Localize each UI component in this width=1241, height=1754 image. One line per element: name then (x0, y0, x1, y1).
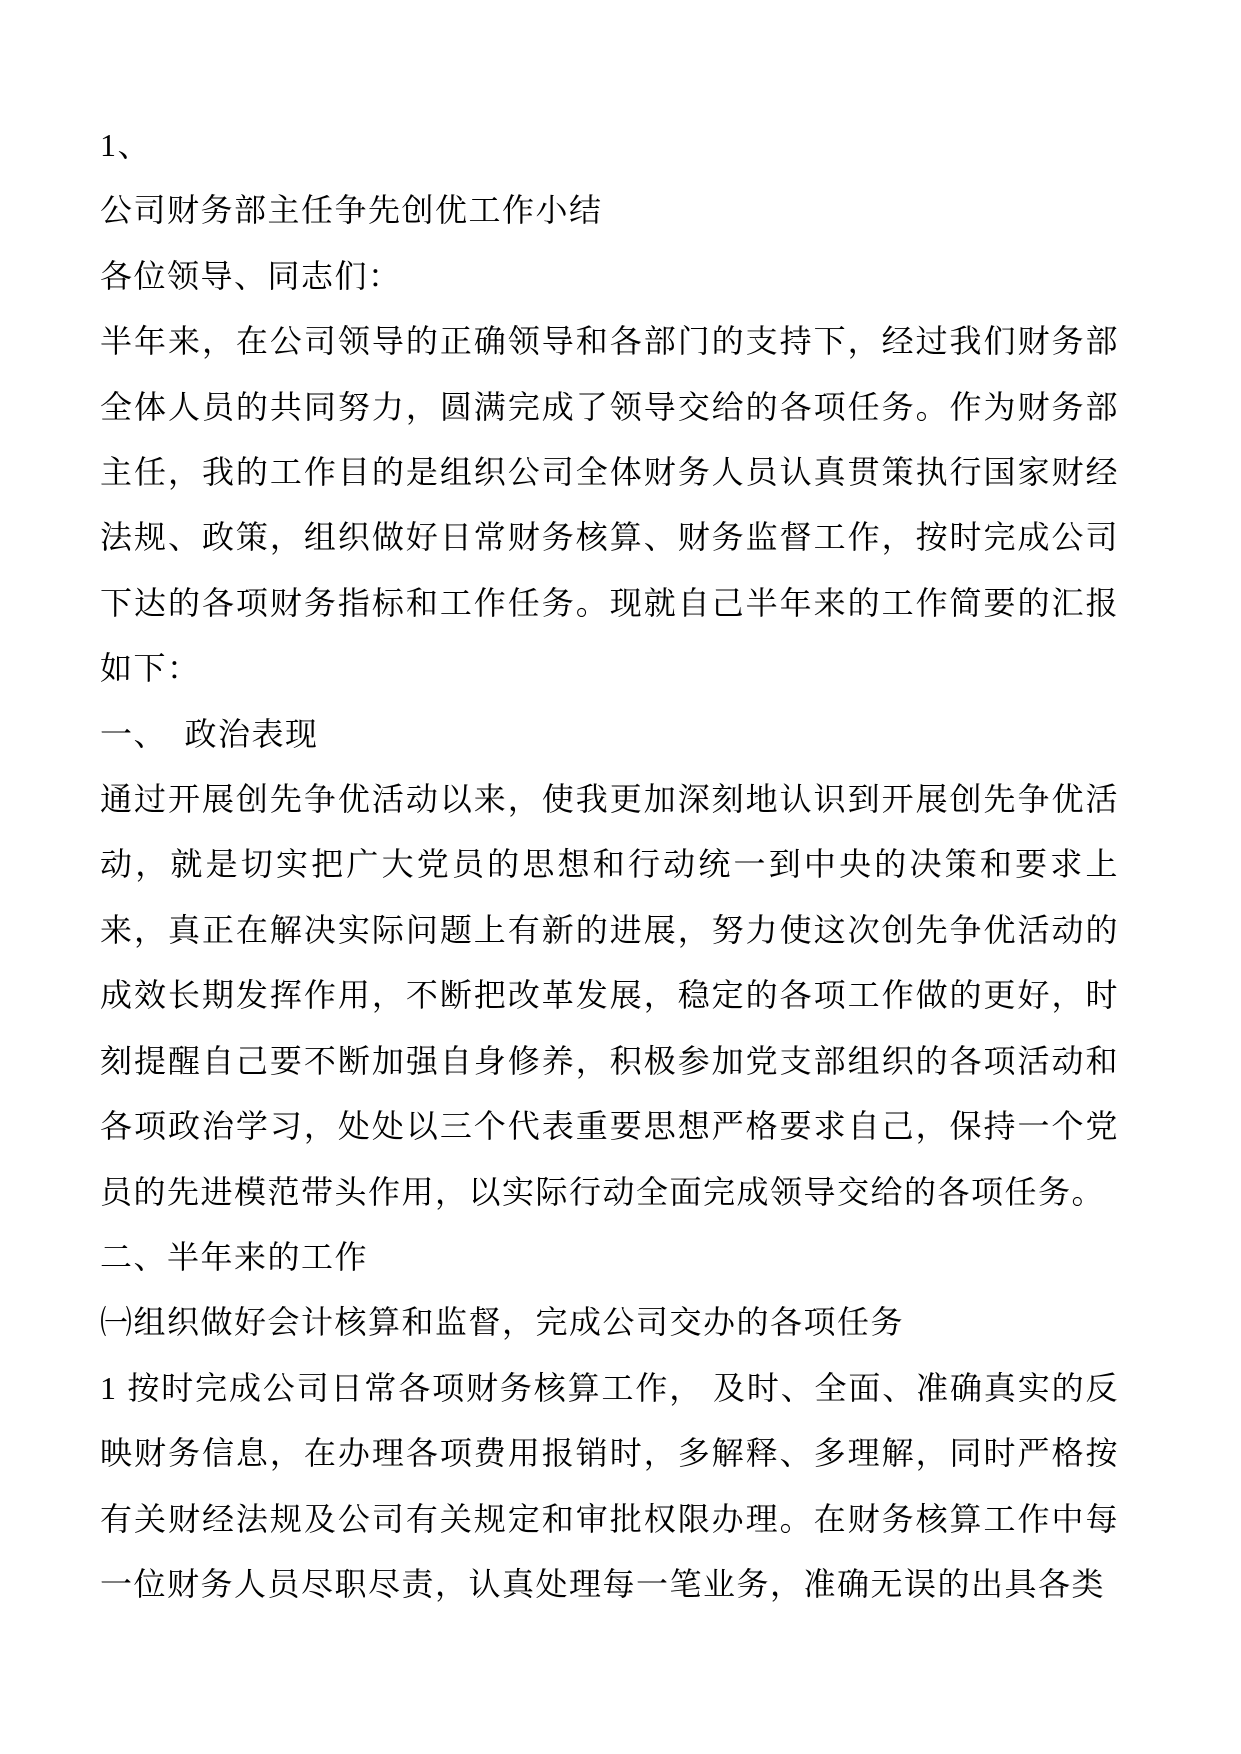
intro-paragraph: 半年来，在公司领导的正确领导和各部门的支持下，经过我们财务部全体人员的共同努力，圆满完成了领导交给的各项任务。作为财务部主任，我的工作目的是组织公司全体财务人员认真贯策执行国家财经法规、政策，组织做好日常财务核算、财务监督工作，按时完成公司下达的各项财务指标和工作任务。现就自己半年来的工作简要的汇报如下： (100, 323, 1119, 687)
section-1-paragraph: 通过开展创先争优活动以来，使我更加深刻地认识到开展创先争优活动，就是切实把广大党员的思想和行动统一到中央的决策和要求上来，真正在解决实际问题上有新的进展，努力使这次创先争优活动的成效长期发挥作用，不断把改革发展，稳定的各项工作做的更好，时刻提醒自己要不断加强自身修养，积极参加党支部组织的各项活动和各项政治学习，处处以三个代表重要思想严格要求自己，保持一个党员的先进模范带头作用，以实际行动全面完成领导交给的各项任务。 (100, 781, 1119, 1210)
section-1-heading: 一、 政治表现 (100, 715, 319, 752)
salutation: 各位领导、同志们： (100, 257, 402, 294)
section-2-subheading: ㈠组织做好会计核算和监督，完成公司交办的各项任务 (100, 1304, 905, 1341)
section-2-paragraph: 1 按时完成公司日常各项财务核算工作， 及时、全面、准确真实的反映财务信息，在办理各项费用报销时，多解释、多理解，同时严格按有关财经法规及公司有关规定和审批权限办理。在财务核算工作中每一位财务人员尽职尽责，认真处理每一笔业务，准确无误的出具各类 (100, 1369, 1119, 1602)
list-number: 1、 (100, 127, 152, 163)
section-2-heading: 二、半年来的工作 (100, 1238, 369, 1275)
document-title: 公司财务部主任争先创优工作小结 (100, 192, 603, 229)
